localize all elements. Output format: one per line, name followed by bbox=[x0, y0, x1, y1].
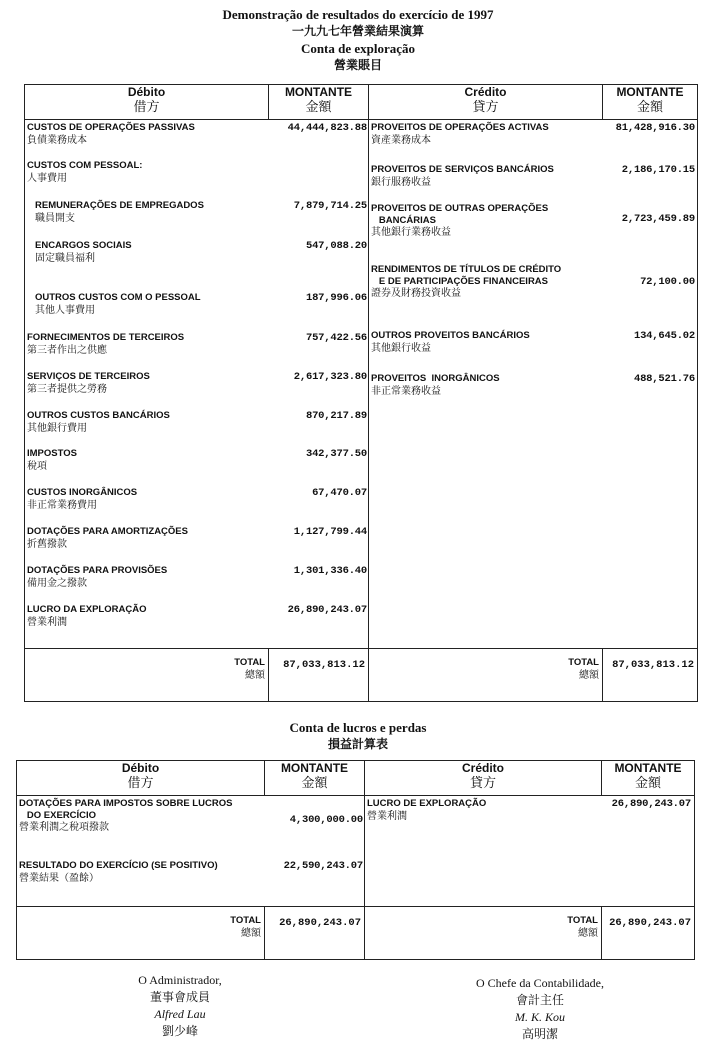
entry-amount: 342,377.50 bbox=[305, 448, 367, 460]
entry-label: ENCARGOS SOCIAIS bbox=[35, 240, 132, 251]
entry-label: PROVEITOS DE OUTRAS OPERAÇÕES BANCÁRIAS bbox=[371, 203, 549, 226]
entry-amount: 2,723,459.89 bbox=[621, 213, 695, 225]
entry-label: OUTROS CUSTOS BANCÁRIOS bbox=[27, 410, 170, 421]
debit-header: Débito 借方 bbox=[25, 85, 269, 120]
entry-label: OUTROS PROVEITOS BANCÁRIOS bbox=[371, 330, 530, 341]
accounting-chief-signature bbox=[430, 975, 650, 1043]
title-chinese: 一九九七年營業結果演算 bbox=[291, 24, 424, 38]
credit-amount-header: MONTANTE 金額 bbox=[603, 85, 698, 120]
entry-label: IMPOSTOS bbox=[27, 448, 77, 459]
entry-label: OUTROS CUSTOS COM O PESSOAL bbox=[35, 292, 201, 303]
entry-amount: 81,428,916.30 bbox=[615, 122, 695, 134]
entry-amount: 2,186,170.15 bbox=[621, 164, 695, 176]
entry-label: PROVEITOS INORGÂNICOS bbox=[371, 373, 500, 384]
entry-label: SERVIÇOS DE TERCEIROS bbox=[27, 371, 150, 382]
entry-label-chinese: 營業結果（盈餘） bbox=[19, 872, 99, 884]
entry-label: CUSTOS INORGÂNICOS bbox=[27, 487, 138, 498]
entry-amount: 4,300,000.00 bbox=[289, 814, 363, 826]
pl-debit-amount-header: MONTANTE 金額 bbox=[265, 761, 365, 796]
entry-amount: 1,301,336.40 bbox=[293, 565, 367, 577]
entry-label-chinese: 負債業務成本 bbox=[27, 134, 87, 146]
pl-credit-amount-header: MONTANTE 金額 bbox=[602, 761, 695, 796]
entry-label: DOTAÇÕES PARA AMORTIZAÇÕES bbox=[27, 526, 188, 537]
profit-loss-titles bbox=[0, 719, 716, 753]
entry-label: DOTAÇÕES PARA PROVISÕES bbox=[27, 565, 168, 576]
pl-credit-entries bbox=[365, 796, 695, 907]
subtitle-portuguese: Conta de exploração bbox=[300, 41, 416, 56]
debit-entries bbox=[25, 120, 369, 649]
entry-amount: 134,645.02 bbox=[633, 330, 695, 342]
credit-header: Crédito 貸方 bbox=[369, 85, 603, 120]
administrator-name: Alfred Lau bbox=[154, 1007, 206, 1021]
profit-loss-title-chinese: 損益計算表 bbox=[327, 737, 388, 751]
entry-label: RENDIMENTOS DE TÍTULOS DE CRÉDITO E DE PARTICIPAÇÕES FINANCEIRAS bbox=[371, 264, 562, 287]
entry-label-chinese: 固定職員福利 bbox=[35, 252, 95, 264]
pl-credit-total-amount: 26,890,243.07 bbox=[609, 917, 691, 929]
credit-total-amount: 87,033,813.12 bbox=[612, 659, 694, 671]
pl-credit-header: Crédito 貸方 bbox=[365, 761, 602, 796]
accounting-chief-role: O Chefe da Contabilidade, bbox=[476, 976, 604, 990]
entry-label: CUSTOS DE OPERAÇÕES PASSIVAS bbox=[27, 122, 195, 133]
pl-credit-total-amount-cell bbox=[602, 907, 695, 960]
entry-label-chinese: 證券及財務投資收益 bbox=[371, 288, 461, 299]
entry-label: LUCRO DE EXPLORAÇÃO bbox=[367, 798, 487, 809]
subtitle-chinese: 營業賬目 bbox=[333, 58, 382, 72]
entry-label-chinese: 非正常業務費用 bbox=[27, 499, 97, 511]
entry-label: FORNECIMENTOS DE TERCEIROS bbox=[27, 332, 185, 343]
entry-amount: 547,088.20 bbox=[305, 240, 367, 252]
entry-label: PROVEITOS DE SERVIÇOS BANCÁRIOS bbox=[371, 164, 554, 175]
administrator-name-chinese: 劉少峰 bbox=[161, 1024, 198, 1038]
entry-label-chinese: 營業利潤 bbox=[367, 810, 407, 822]
entry-amount: 488,521.76 bbox=[633, 373, 695, 385]
entry-amount: 26,890,243.07 bbox=[611, 798, 691, 810]
entry-label-chinese: 其他銀行業務收益 bbox=[371, 227, 451, 238]
pl-credit-total-label-cell: TOTAL 總額 bbox=[365, 907, 602, 960]
entry-label: PROVEITOS DE OPERAÇÕES ACTIVAS bbox=[371, 122, 549, 133]
entry-label: DOTAÇÕES PARA IMPOSTOS SOBRE LUCROS DO EXERCÍCIO bbox=[19, 798, 233, 821]
administrator-role: O Administrador, bbox=[138, 973, 222, 987]
credit-total-label-cell: TOTAL 總額 bbox=[369, 649, 603, 702]
entry-amount: 44,444,823.88 bbox=[287, 122, 367, 134]
entry-label-chinese: 備用金之撥款 bbox=[27, 577, 87, 589]
accounting-chief-name: M. K. Kou bbox=[514, 1010, 565, 1024]
administrator-role-chinese: 董事會成員 bbox=[149, 990, 210, 1004]
debit-amount-header: MONTANTE 金額 bbox=[269, 85, 369, 120]
entry-amount: 2,617,323.80 bbox=[293, 371, 367, 383]
pl-debit-total-amount-cell bbox=[265, 907, 365, 960]
entry-label-chinese: 職員開支 bbox=[35, 212, 75, 224]
title-portuguese: Demonstração de resultados do exercício de 1997 bbox=[222, 7, 494, 22]
entry-label: RESULTADO DO EXERCÍCIO (SE POSITIVO) bbox=[19, 860, 218, 871]
debit-total-amount-cell bbox=[269, 649, 369, 702]
debit-total-amount: 87,033,813.12 bbox=[283, 659, 365, 671]
profit-loss-title: Conta de lucros e perdas bbox=[289, 720, 427, 735]
entry-amount: 187,996.06 bbox=[305, 292, 367, 304]
entry-custos-com-pessoal bbox=[27, 160, 368, 185]
pl-debit-header: Débito 借方 bbox=[17, 761, 265, 796]
entry-label-chinese: 第三者提供之勞務 bbox=[27, 383, 107, 395]
entry-amount: 870,217.89 bbox=[305, 410, 367, 422]
entry-amount: 22,590,243.07 bbox=[283, 860, 363, 872]
entry-label: LUCRO DA EXPLORAÇÃO bbox=[27, 604, 147, 615]
entry-label-chinese: 資產業務成本 bbox=[371, 134, 431, 146]
entry-amount: 72,100.00 bbox=[640, 276, 695, 288]
credit-total-amount-cell bbox=[603, 649, 698, 702]
credit-entries bbox=[369, 120, 698, 649]
entry-label-chinese: 第三者作出之供應 bbox=[27, 344, 107, 356]
pl-debit-entries bbox=[17, 796, 365, 907]
entry-label-chinese: 人事費用 bbox=[27, 172, 67, 184]
entry-label-chinese: 營業利潤 bbox=[27, 616, 67, 628]
entry-label-chinese: 銀行服務收益 bbox=[371, 176, 431, 188]
pl-debit-total-amount: 26,890,243.07 bbox=[279, 917, 361, 929]
entry-amount: 1,127,799.44 bbox=[293, 526, 367, 538]
entry-label: REMUNERAÇÕES DE EMPREGADOS bbox=[35, 200, 204, 211]
entry-label-chinese: 稅項 bbox=[27, 460, 47, 472]
entry-amount: 757,422.56 bbox=[305, 332, 367, 344]
document-titles bbox=[0, 6, 716, 74]
profit-loss-table bbox=[16, 760, 695, 960]
entry-label-chinese: 折舊撥款 bbox=[27, 538, 67, 550]
administrator-signature bbox=[80, 972, 280, 1040]
entry-label-chinese: 其他銀行費用 bbox=[27, 422, 87, 434]
entry-label-chinese: 其他人事費用 bbox=[35, 304, 95, 316]
entry-amount: 7,879,714.25 bbox=[293, 200, 367, 212]
entry-label-chinese: 非正常業務收益 bbox=[371, 385, 441, 397]
entry-label-chinese: 其他銀行收益 bbox=[371, 342, 431, 354]
entry-amount: 67,470.07 bbox=[312, 487, 367, 499]
entry-label: CUSTOS COM PESSOAL: bbox=[27, 160, 143, 171]
entry-label-chinese: 營業利潤之稅項撥款 bbox=[19, 822, 109, 833]
accounting-chief-role-chinese: 會計主任 bbox=[515, 993, 564, 1007]
accounting-chief-name-chinese: 高明潔 bbox=[521, 1027, 558, 1041]
pl-debit-total-label-cell: TOTAL 總額 bbox=[17, 907, 265, 960]
exploration-account-table bbox=[24, 84, 698, 702]
debit-total-label-cell: TOTAL 總額 bbox=[25, 649, 269, 702]
entry-amount: 26,890,243.07 bbox=[287, 604, 367, 616]
